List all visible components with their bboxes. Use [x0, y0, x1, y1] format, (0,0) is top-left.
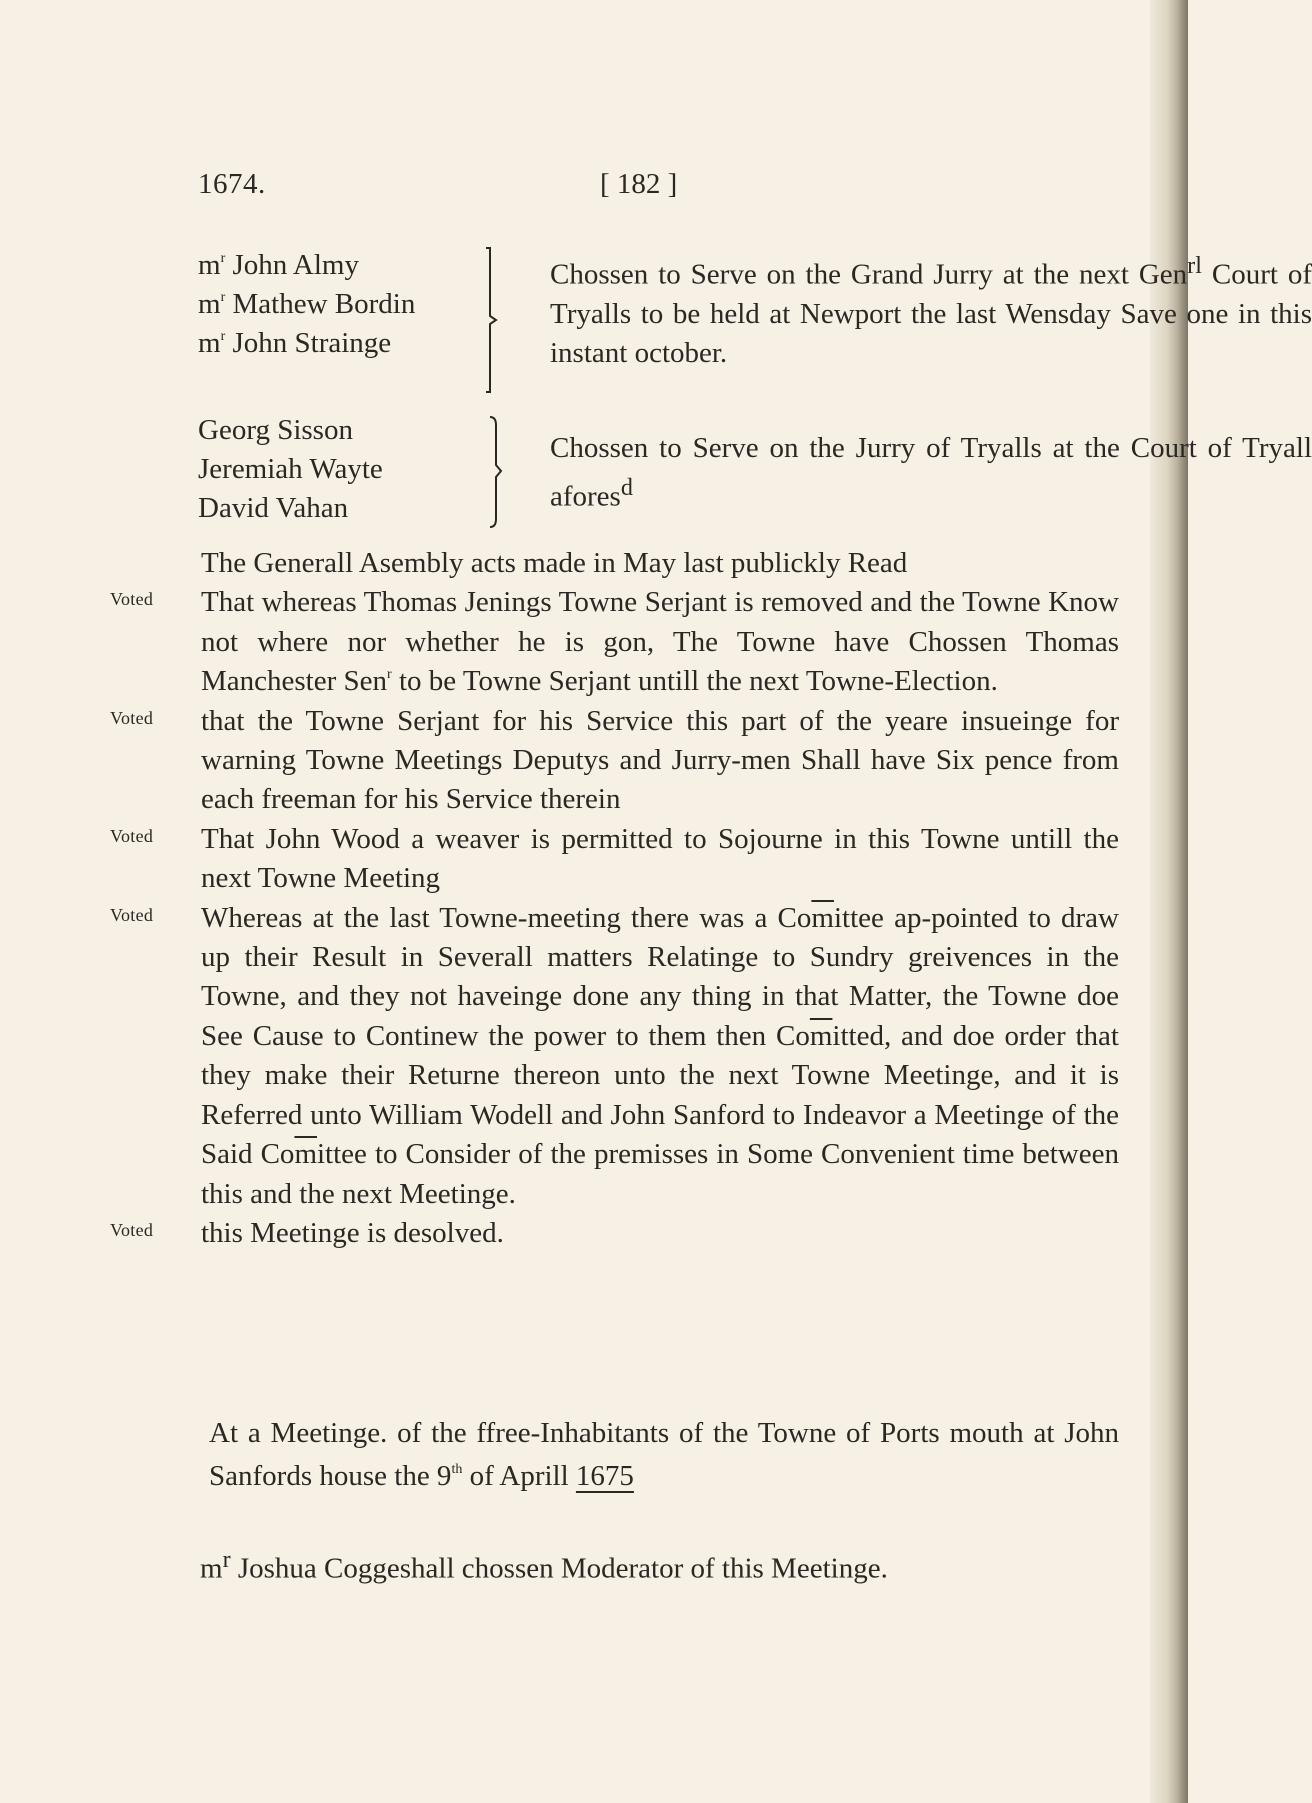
petit-jury-entry — [198, 411, 1312, 529]
minutes-paragraph — [110, 899, 1120, 1214]
voted-margin-note: Voted — [110, 1219, 154, 1240]
paragraph-text: that the Towne Serjant for his Service this part of the yeare insueinge for warning Towne Meetings Deputys and Jurry-men Shall have Six pence from each freeman for his Service therein — [201, 704, 1119, 816]
voted-margin-note: Voted — [110, 904, 154, 925]
voted-margin-note: Voted — [110, 825, 154, 846]
paragraph-text: this Meetinge is desolved. — [201, 1216, 504, 1249]
minutes-paragraph — [110, 583, 1120, 701]
minutes-paragraph — [110, 544, 1120, 583]
minutes-paragraph — [110, 1214, 1120, 1253]
minutes-paragraph — [110, 820, 1120, 899]
grand-jury-description: Chossen to Serve on the Grand Jurry at the next Gen$^{rl}$ Court of Tryalls to be held at Newport the last Wensday Save one in this instant october. — [550, 252, 1312, 369]
juror-name: David Vahan — [198, 492, 349, 524]
meeting-heading: At a Meetinge. of the ffree-Inhabitants of the Towne of Ports mouth at John Sanfords house the 9th of Aprill 1675 — [209, 1417, 1119, 1492]
paragraph-text: Whereas at the last Towne-meeting there was a $Co\overline{m}ittee$ ap-pointed to draw up their Result in Severall matters Relatinge to Sundry greivences in the Towne, and they not haveinge done any thing in that Matter, the Towne doe See Cause to Continew the power to them then $Co\overline{m}itted$, and doe order that they make their Returne thereon unto the next Towne Meetinge, and it is Referred unto William Wodell and John Sanford to Indeavor a Meetinge of the Said $Co\overline{m}ittee$ to Consider of the premisses in Some Convenient time between this and the next Meetinge. — [201, 901, 1119, 1210]
juror-name: $m^r$ John Almy — [198, 249, 359, 281]
page-year: 1674. — [198, 168, 266, 200]
juror-name: Jeremiah Wayte — [198, 453, 383, 485]
petit-jury-names — [198, 411, 383, 528]
right-brace-icon — [486, 415, 516, 529]
voted-margin-note: Voted — [110, 589, 154, 610]
paragraph-text: That John Wood a weaver is permitted to Sojourne in this Towne untill the next Towne Meeting — [201, 822, 1119, 895]
grand-jury-entry — [198, 246, 1312, 396]
page-number: [ 182 ] — [600, 168, 678, 200]
juror-name: $m^r$ John Strainge — [198, 327, 392, 359]
minutes-paragraph — [110, 702, 1120, 820]
voted-margin-note: Voted — [110, 707, 154, 728]
right-brace-icon — [480, 246, 510, 394]
juror-name: $m^r$ Mathew Bordin — [198, 288, 416, 320]
minutes-body — [110, 544, 1120, 1253]
meeting-year: 1675 — [575, 1460, 634, 1492]
petit-jury-description: Chossen to Serve on the Jurry of Tryalls at the Court of Tryall afores$^d$ — [550, 432, 1312, 513]
juror-name: Georg Sisson — [198, 414, 353, 446]
moderator-line: $m^r$ Joshua Coggeshall chossen Moderator of this Meetinge. — [200, 1546, 888, 1585]
page-header — [198, 168, 1100, 208]
grand-jury-names — [198, 246, 415, 363]
paragraph-text: The Generall Asembly acts made in May last publickly Read — [201, 547, 908, 579]
paragraph-text: That whereas Thomas Jenings Towne Serjant is removed and the Towne Know not where nor whether he is gon, The Towne have Chossen Thomas Manchester Sen$^r$ to be Towne Serjant untill the next Towne-Election. — [201, 586, 1119, 698]
